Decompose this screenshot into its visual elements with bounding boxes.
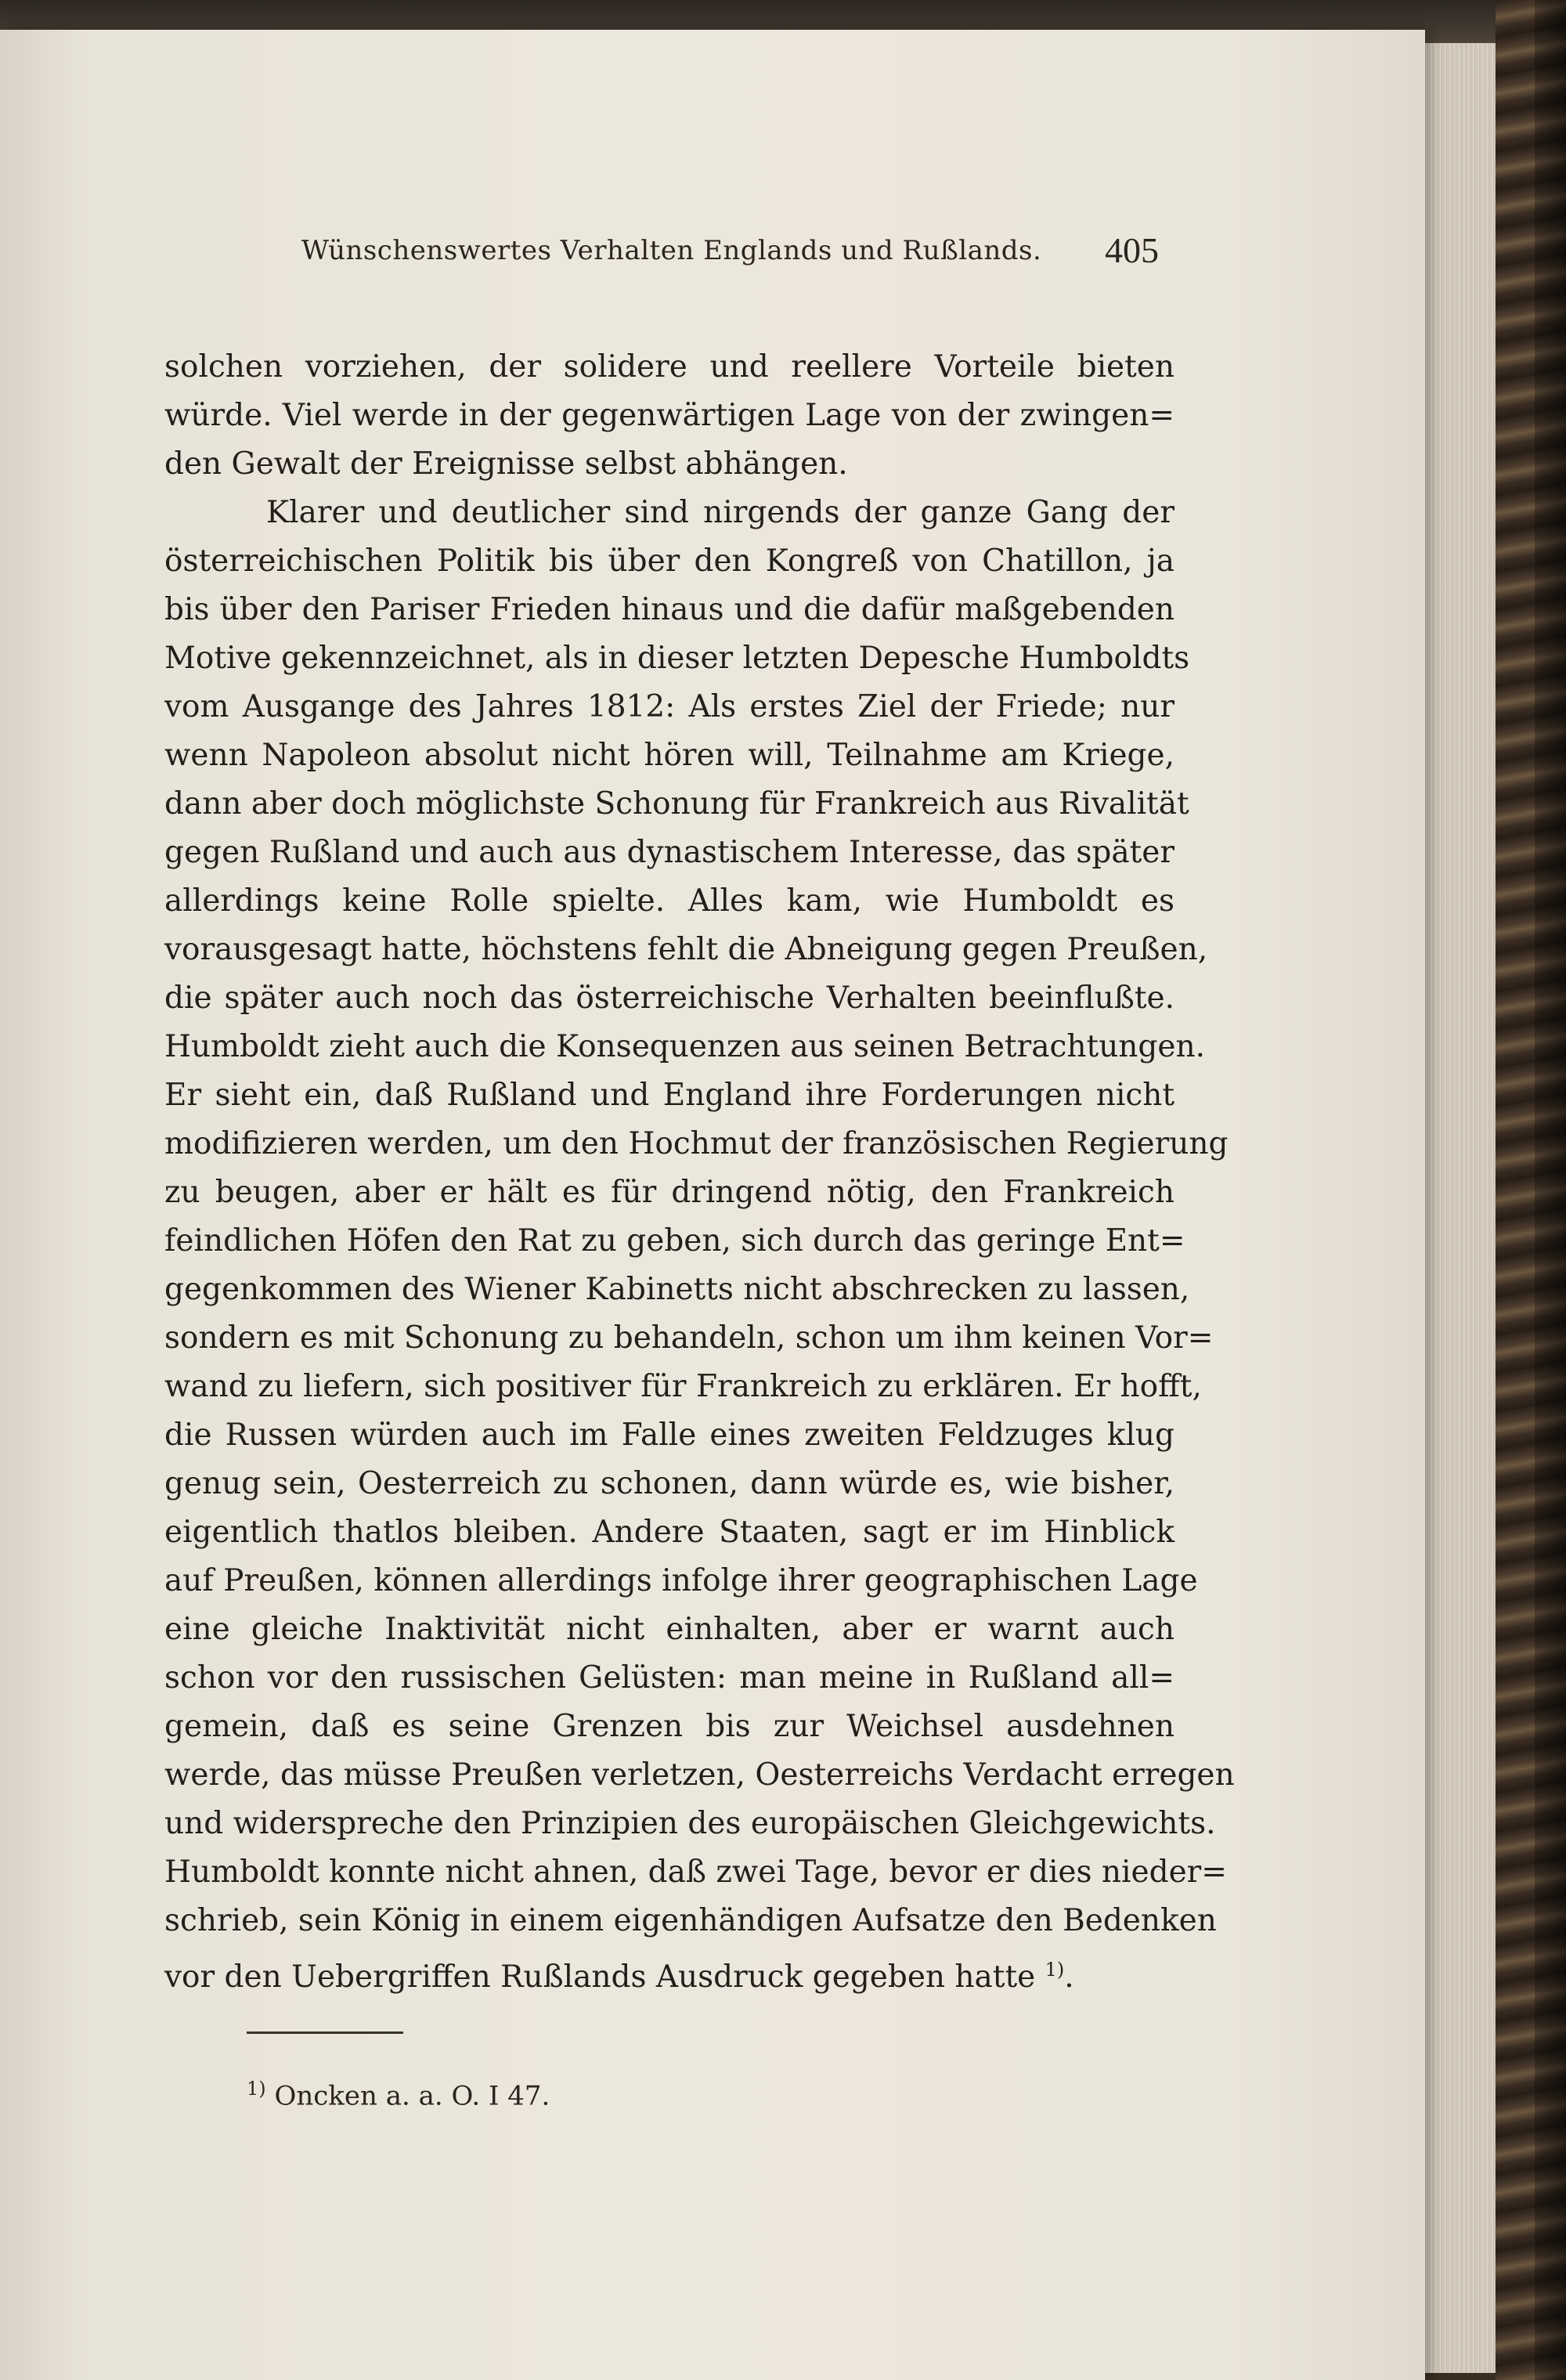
text-line: Humboldt zieht auch die Konsequenzen aus seinen Betrachtungen. [164,1029,1205,1064]
text-line: Klarer und deutlicher sind nirgends der ganze Gang der [266,495,1174,530]
text-line: Er sieht ein, daß Rußland und England ihre Forderungen nicht [164,1078,1174,1113]
footnote [247,2078,795,2125]
text-line: solchen vorziehen, der solidere und reellere Vorteile bieten [164,349,1174,385]
footnote-marker: 1) [247,2078,266,2100]
text-line: eigentlich thatlos bleiben. Andere Staaten, sagt er im Hinblick [164,1515,1174,1550]
text-line: wand zu liefern, sich positiver für Frankreich zu erklären. Er hofft, [164,1369,1202,1404]
text-line: dann aber doch möglichste Schonung für Frankreich aus Rivalität [164,786,1189,822]
text-line: den Gewalt der Ereignisse selbst abhängen. [164,446,848,482]
text-line: gemein, daß es seine Grenzen bis zur Weichsel ausdehnen [164,1709,1174,1744]
text-line: schrieb, sein König in einem eigenhändigen Aufsatze den Bedenken [164,1903,1217,1938]
text-line: die später auch noch das österreichische Verhalten beeinflußte. [164,981,1174,1016]
footnote-reference[interactable]: 1) [1045,1959,1065,1981]
text-line: modifizieren werden, um den Hochmut der französischen Regierung [164,1126,1229,1161]
text-line: wenn Napoleon absolut nicht hören will, Teilnahme am Kriege, [164,738,1174,773]
text-line: bis über den Pariser Frieden hinaus und die dafür maßgebenden [164,592,1174,627]
text-line: und widerspreche den Prinzipien des europäischen Gleichgewichts. [164,1806,1216,1841]
text-line: österreichischen Politik bis über den Kongreß von Chatillon, ja [164,544,1174,579]
page-number: 405 [1105,230,1159,270]
text-line: Motive gekennzeichnet, als in dieser letzten Depesche Humboldts [164,641,1190,676]
text-line-last [164,1945,1174,1994]
text-line: eine gleiche Inaktivität nicht einhalten, aber er warnt auch [164,1612,1174,1647]
text-line: auf Preußen, können allerdings infolge ihrer geographischen Lage [164,1563,1198,1598]
text-line-last-content: vor den Uebergriffen Rußlands Ausdruck gegeben hatte [164,1959,1036,1995]
text-line: vorausgesagt hatte, höchstens fehlt die Abneigung gegen Preußen, [164,932,1208,967]
footnote-divider [247,2031,403,2034]
text-line: allerdings keine Rolle spielte. Alles kam, wie Humboldt es [164,883,1174,919]
final-punctuation: . [1064,1959,1074,1995]
text-line: vom Ausgange des Jahres 1812: Als erstes Ziel der Friede; nur [164,689,1174,724]
text-line: werde, das müsse Preußen verletzen, Oesterreichs Verdacht erregen [164,1757,1235,1793]
text-line: gegen Rußland und auch aus dynastischem Interesse, das später [164,835,1174,870]
binding-shadow [1535,0,1566,2380]
book-page [0,30,1425,2380]
text-line: Humboldt konnte nicht ahnen, daß zwei Tage, bevor er dies nieder= [164,1855,1227,1890]
footnote-text: Oncken a. a. O. I 47. [274,2080,550,2112]
text-line: schon vor den russischen Gelüsten: man meine in Rußland all= [164,1660,1174,1696]
running-title: Wünschenswertes Verhalten Englands und Rußlands. [301,235,1042,266]
text-line: genug sein, Oesterreich zu schonen, dann würde es, wie bisher, [164,1466,1174,1501]
text-line: würde. Viel werde in der gegenwärtigen Lage von der zwingen= [164,398,1174,433]
text-line: gegenkommen des Wiener Kabinetts nicht abschrecken zu lassen, [164,1272,1190,1307]
text-line: die Russen würden auch im Falle eines zweiten Feldzuges klug [164,1418,1174,1453]
text-line: zu beugen, aber er hält es für dringend nötig, den Frankreich [164,1175,1174,1210]
text-line: sondern es mit Schonung zu behandeln, schon um ihm keinen Vor= [164,1320,1214,1356]
body-text [164,343,1235,1995]
text-line: feindlichen Höfen den Rat zu geben, sich durch das geringe Ent= [164,1223,1185,1259]
